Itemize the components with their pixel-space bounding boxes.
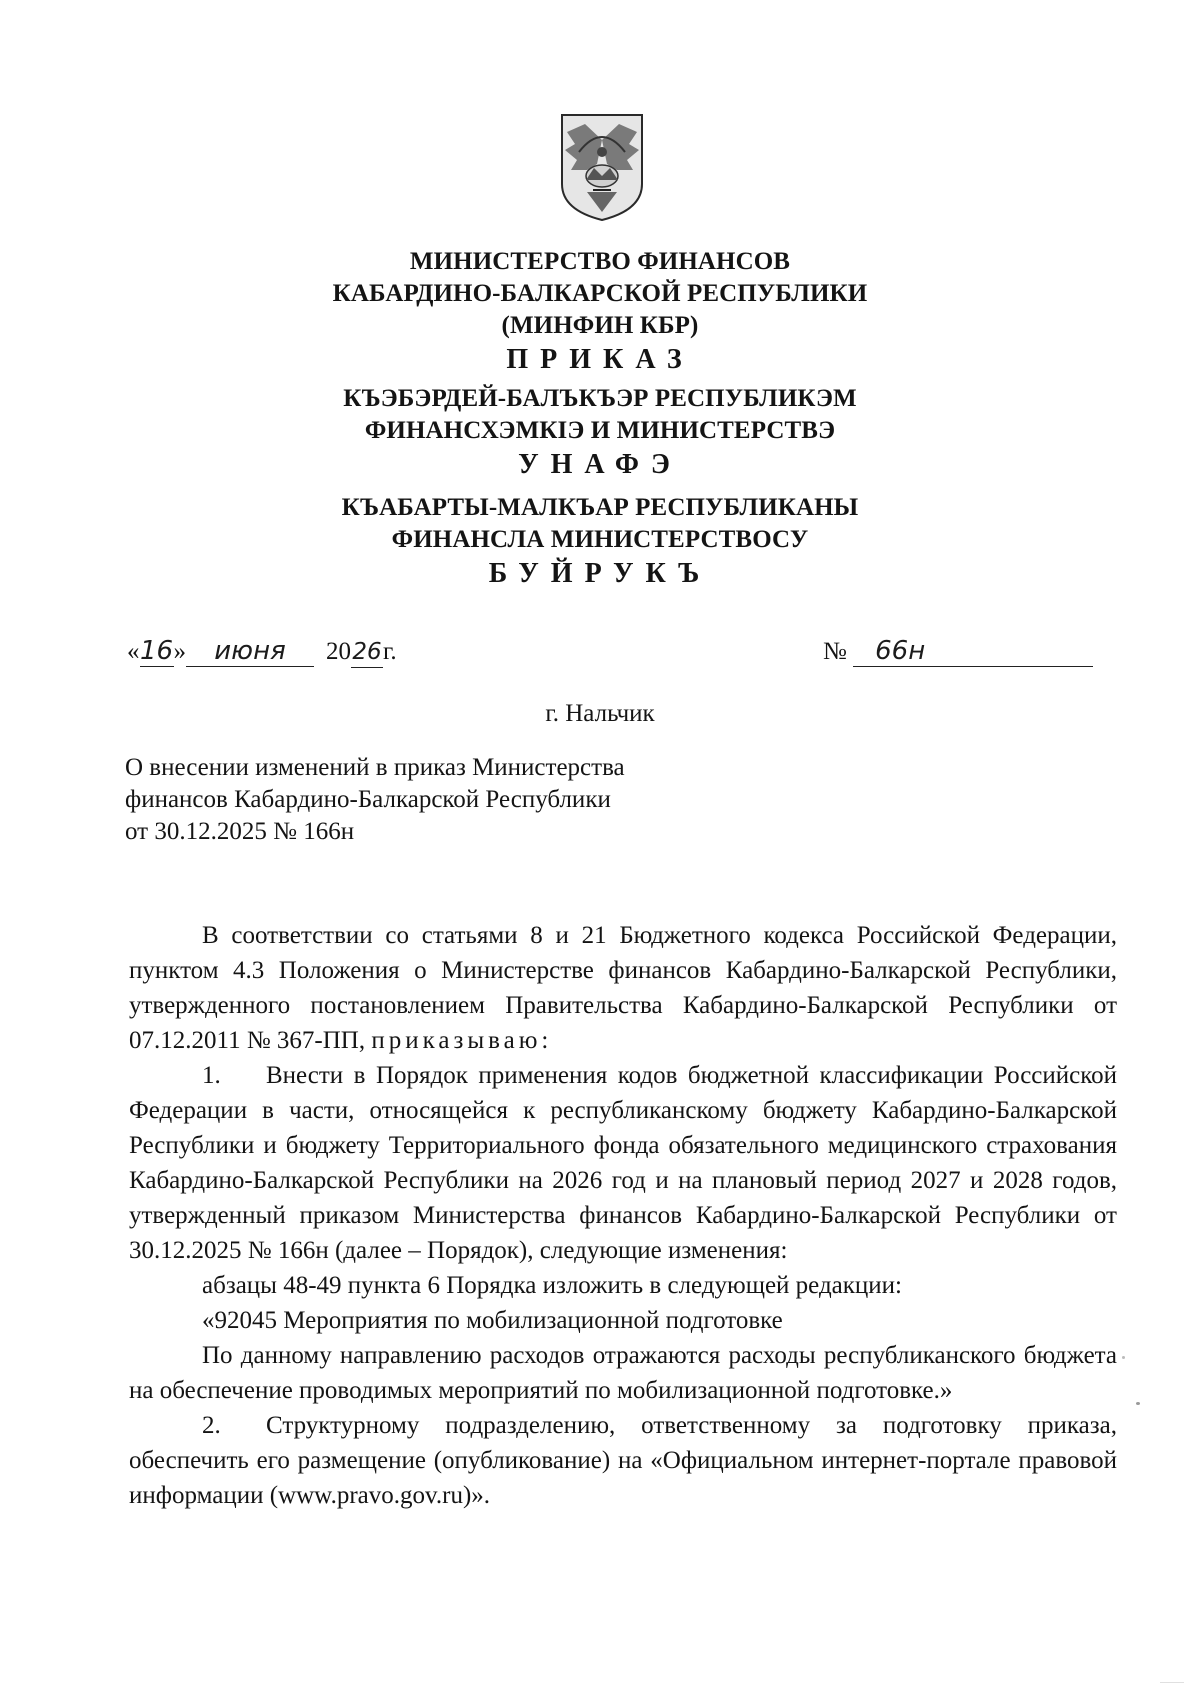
subject-line-3: от 30.12.2025 № 166н: [125, 818, 355, 845]
document-type-russian: ПРИКАЗ: [506, 344, 694, 375]
scan-speck: [1122, 1356, 1125, 1359]
date-month-handwritten: июня: [186, 636, 314, 667]
number-handwritten: 66н: [853, 636, 1093, 667]
kabardian-line-2: ФИНАНСХЭМКIЭ И МИНИСТЕРСТВЭ: [364, 417, 836, 444]
republic-name-line: КАБАРДИНО-БАЛКАРСКОЙ РЕСПУБЛИКИ: [332, 280, 868, 307]
order-word: приказываю:: [371, 1027, 553, 1054]
date-day-handwritten: 16: [139, 636, 174, 666]
order-body: [129, 918, 1117, 1513]
order-subject: [125, 752, 685, 848]
item-1-paragraph: [129, 1058, 1117, 1268]
kabardian-line-1: КЪЭБЭРДЕЙ-БАЛЪКЪЭР РЕСПУБЛИКЭМ: [343, 385, 857, 412]
item-2-text: Структурному подразделению, ответственному за подготовку приказа, обеспечить его размещение (опубликование) на «Официальном интернет-портале правовой информации (www.pravo.gov.ru)».: [129, 1412, 1117, 1509]
document-type-kabardian: УНАФЭ: [518, 449, 682, 480]
document-date: [127, 636, 397, 668]
coat-of-arms-emblem: [559, 112, 645, 222]
quoted-code-title: «92045 Мероприятия по мобилизационной подготовке: [202, 1307, 783, 1334]
item-1-text: Внести в Порядок применения кодов бюджетной классификации Российской Федерации в части, относящейся к республиканскому бюджету Кабардино-Балкарской Республики и бюджету Территориального фонда обязательного медицинского страхования Кабардино-Балкарской Республики на 2026 год и на плановый период 2027 и 2028 годов, утвержденный приказом Министерства финансов Кабардино-Балкарской Республики от 30.12.2025 № 166н (далее – Порядок), следующие изменения:: [129, 1062, 1117, 1264]
item-2-paragraph: [129, 1408, 1117, 1513]
ministry-header-kabardian: [250, 383, 950, 483]
balkar-line-2: ФИНАНСЛА МИНИСТЕРСТВОСУ: [391, 526, 809, 553]
ministry-header-russian: [250, 246, 950, 378]
date-open-quote: «: [127, 638, 140, 665]
item-1-subparagraph: абзацы 48-49 пункта 6 Порядка изложить в следующей редакции:: [202, 1272, 902, 1299]
ministry-header-balkar: [250, 492, 950, 592]
date-year-unit: г.: [383, 638, 397, 665]
subject-line-1: О внесении изменений в приказ Министерства: [125, 754, 625, 781]
date-close-quote: »: [173, 638, 186, 665]
scan-speck: [1160, 1682, 1184, 1693]
subject-line-2: финансов Кабардино-Балкарской Республики: [125, 786, 611, 813]
number-sign: №: [823, 638, 847, 665]
quoted-code-description: По данному направлению расходов отражаются расходы республиканского бюджета на обеспечение проводимых мероприятий по мобилизационной подготовке.»: [129, 1342, 1117, 1404]
item-2-number: 2.: [202, 1412, 221, 1439]
ministry-name-line: МИНИСТЕРСТВО ФИНАНСОВ: [409, 248, 791, 275]
ministry-abbreviation: (МИНФИН КБР): [501, 312, 699, 339]
scan-speck: [1136, 1402, 1140, 1405]
document-number: [823, 636, 1093, 667]
balkar-line-1: КЪАБАРТЫ-МАЛКЪАР РЕСПУБЛИКАНЫ: [341, 494, 859, 521]
preamble-paragraph: [129, 918, 1117, 1058]
document-type-balkar: БУЙРУКЪ: [488, 558, 712, 589]
city-line: г. Нальчик: [545, 700, 655, 727]
date-year-handwritten: 26: [351, 637, 383, 668]
date-year-prefix: 20: [326, 638, 351, 665]
item-1-number: 1.: [202, 1062, 221, 1089]
preamble-text: В соответствии со статьями 8 и 21 Бюджетного кодекса Российской Федерации, пунктом 4.3 Положения о Министерстве финансов Кабардино-Балкарской Республики, утвержденного постановлением Правительства Кабардино-Балкарской Республики от 07.12.2011 № 367-ПП,: [129, 922, 1117, 1054]
